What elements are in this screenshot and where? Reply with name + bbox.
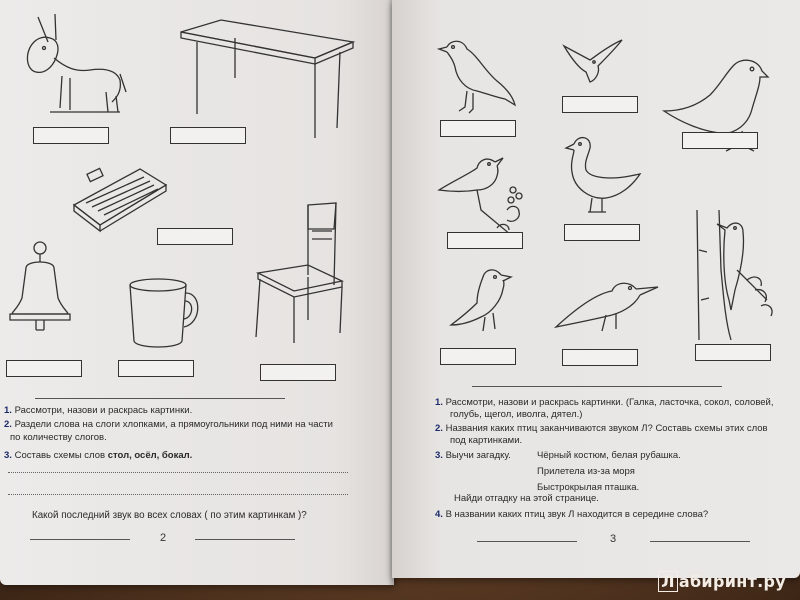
riddle-line-1: Чёрный костюм, белая рубашка. (537, 450, 681, 461)
mug-picture (124, 275, 204, 353)
left-question: Какой последний звук во всех словах ( по этим картинкам )? (32, 510, 307, 521)
answer-line-2[interactable] (195, 539, 295, 540)
answer-line-1[interactable] (30, 539, 130, 540)
right-task-1: 1. Рассмотри, назови и раскрась картинки. (Галка, ласточка, сокол, соловей, (435, 397, 774, 408)
answer-box-pigeon[interactable] (564, 224, 640, 241)
right-page (392, 0, 800, 578)
answer-line-3[interactable] (477, 541, 577, 542)
pigeon-picture (562, 130, 642, 220)
right-task-3: 3. Выучи загадку. (435, 450, 511, 461)
riddle-line-3: Быстрокрылая пташка. (537, 482, 640, 493)
bell-picture (6, 238, 76, 338)
writing-line-1[interactable] (8, 472, 348, 473)
right-task-2-cont: под картинками. (450, 435, 523, 446)
right-task-2: 2. Названия каких птиц заканчиваются звуком Л? Составь схемы этих слов (435, 423, 768, 434)
riddle-line-2: Прилетела из-за моря (537, 466, 635, 477)
answer-box-oriole[interactable] (562, 349, 638, 366)
left-task-3: 3. Составь схемы слов стол, осёл, бокал. (4, 450, 193, 461)
labirint-watermark: Л абиринт.ру (658, 571, 786, 592)
separator-line (35, 398, 285, 399)
answer-box-jackdaw[interactable] (440, 120, 516, 137)
left-task-2: 2. Раздели слова на слоги хлопками, а прямоугольники под ними на части (4, 419, 333, 430)
writing-line-2[interactable] (8, 494, 348, 495)
answer-box-goldfinch[interactable] (440, 348, 516, 365)
chair-picture (250, 195, 350, 345)
answer-box-nightingale[interactable] (447, 232, 523, 249)
swallow-picture (560, 38, 625, 83)
answer-line-4[interactable] (650, 541, 750, 542)
woodpecker-picture (677, 210, 782, 345)
answer-prompt: Найди отгадку на этой странице. (454, 493, 599, 504)
answer-box-falcon[interactable] (682, 132, 758, 149)
answer-box-swallow[interactable] (562, 96, 638, 113)
left-page (0, 0, 394, 585)
left-task-1: 1. Рассмотри, назови и раскрась картинки. (4, 405, 193, 416)
answer-box-table[interactable] (170, 127, 246, 144)
right-task-1-cont: голубь, щегол, иволга, дятел.) (450, 409, 583, 420)
answer-box-donkey[interactable] (33, 127, 109, 144)
donkey-picture (20, 12, 130, 117)
jackdaw-picture (437, 35, 517, 115)
page-number-left: 2 (160, 532, 167, 544)
answer-box-pencil-case[interactable] (157, 228, 233, 245)
answer-box-mug[interactable] (118, 360, 194, 377)
left-task-2-cont: по количеству слогов. (10, 432, 107, 443)
separator-line-right (472, 386, 722, 387)
page-number-right: 3 (610, 533, 617, 545)
table-picture (175, 18, 360, 143)
answer-box-chair[interactable] (260, 364, 336, 381)
nightingale-picture (437, 150, 527, 240)
answer-box-bell[interactable] (6, 360, 82, 377)
pencil-case-picture (70, 165, 170, 235)
answer-box-woodpecker[interactable] (695, 344, 771, 361)
oriole-picture (552, 275, 667, 340)
right-task-4: 4. В названии каких птиц звук Л находится в середине слова? (435, 509, 709, 520)
goldfinch-picture (447, 265, 517, 337)
